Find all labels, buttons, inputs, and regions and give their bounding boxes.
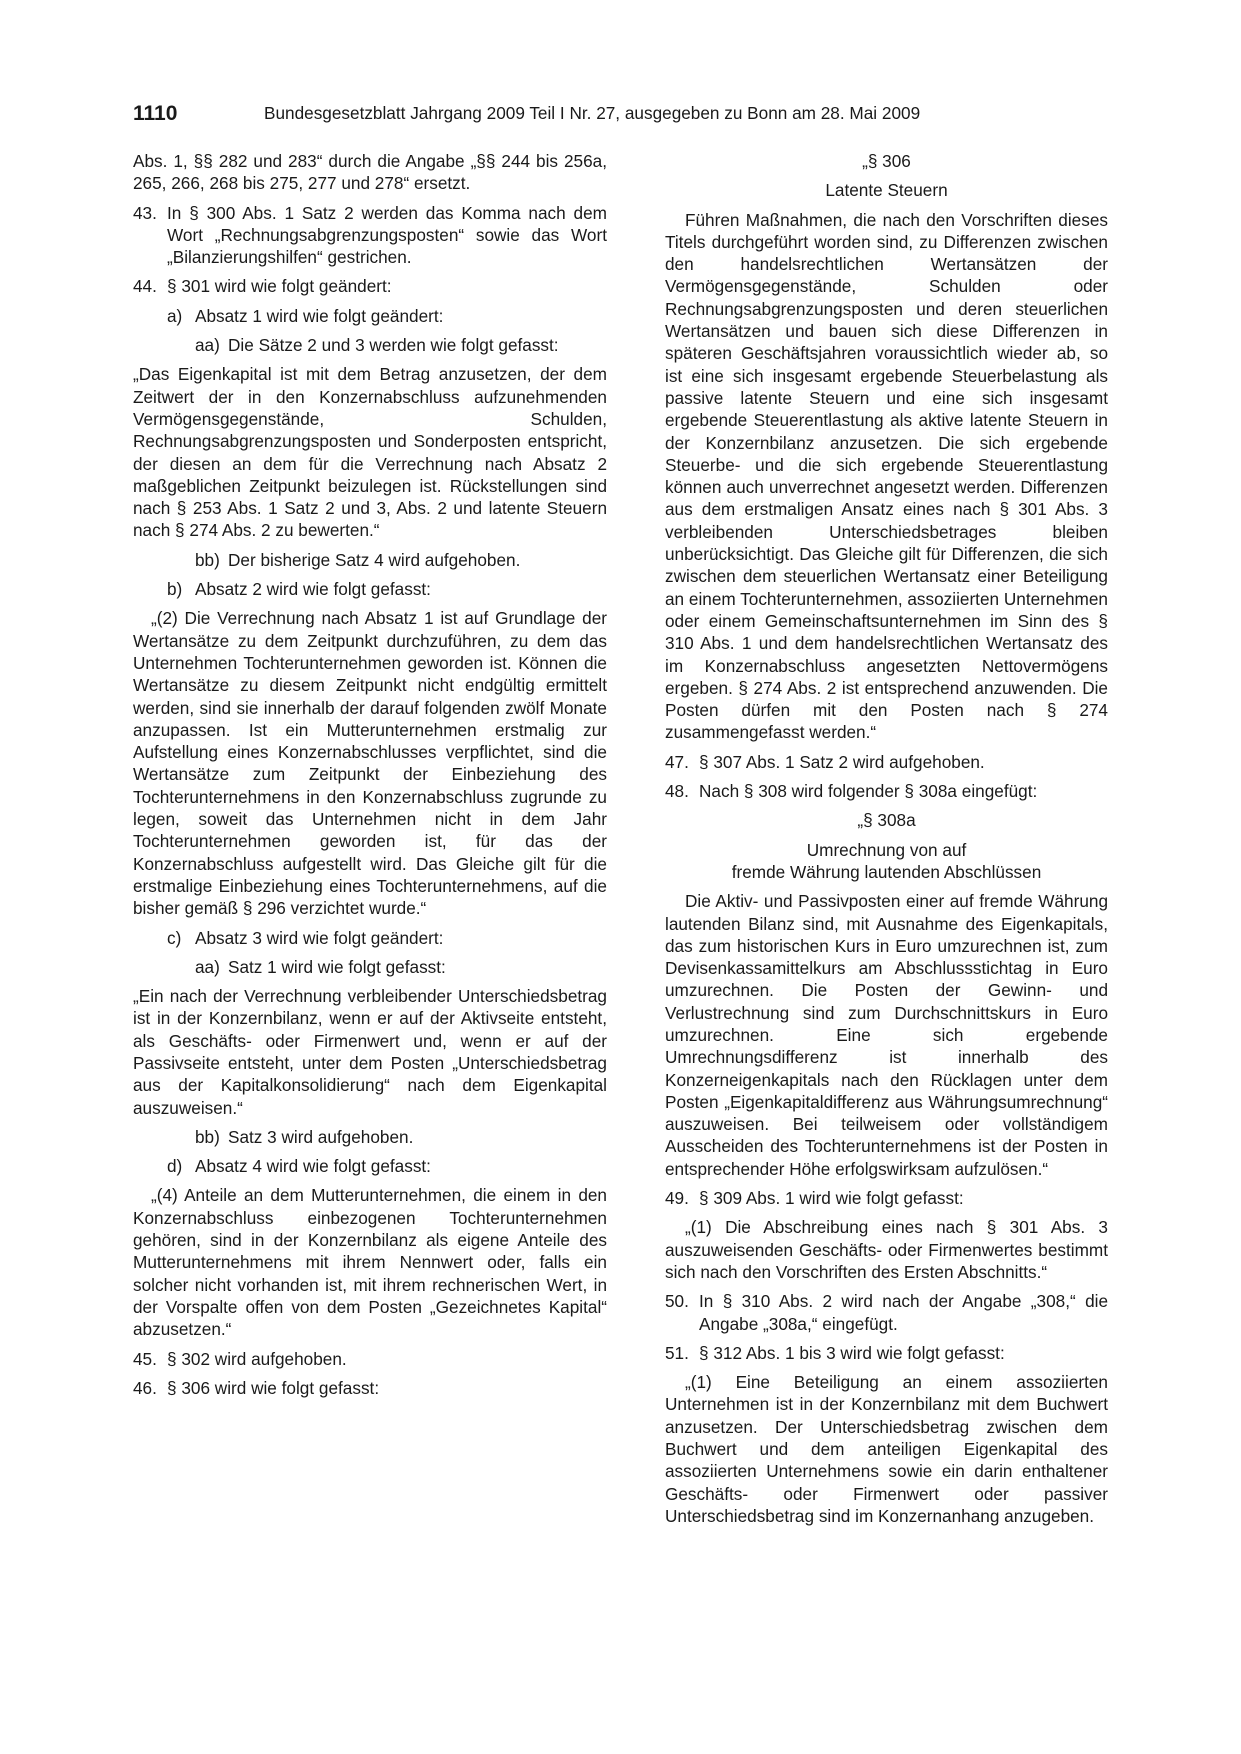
item-48 [665,780,1108,802]
subitem-a [167,305,607,327]
subitem-letter: bb) [195,1126,220,1147]
item-46 [133,1377,607,1399]
item-44 [133,275,607,297]
item-number: 51. [665,1342,689,1363]
item-number: 46. [133,1377,157,1398]
item-text: In § 310 Abs. 2 wird nach der Angabe „308,“ die Angabe „308a,“ eingefügt. [699,1291,1108,1334]
item-number: 47. [665,751,689,772]
subitem-text: Absatz 4 wird wie folgt gefasst: [195,1156,431,1177]
item-43 [133,202,607,269]
subitem-text: Die Sätze 2 und 3 werden wie folgt gefasst: [228,335,559,356]
item-number: 45. [133,1348,157,1369]
subitem-text: Der bisherige Satz 4 wird aufgehoben. [228,549,521,570]
item-text: § 307 Abs. 1 Satz 2 wird aufgehoben. [699,751,985,772]
quoted-amendment: „(2) Die Verrechnung nach Absatz 1 ist auf Grundlage der Wertansätze zu dem Zeitpunkt durchzuführen, zu dem das Unternehmen Tochterunternehmen geworden ist. Können die Wertansätze zu diesem Zeitpunkt nicht endgültig ermittelt werden, sind sie innerhalb der darauf folgenden zwölf Monate anzupassen. Ist ein Mutterunternehmen erstmalig zur Aufstellung eines Konzernabschlusses verpflichtet, sind die Wertansätze zum Zeitpunkt der Einbeziehung des Tochterunternehmens in den Konzernabschluss zugrunde zu legen, soweit das Unternehmen nicht in dem Jahr Tochterunternehmen geworden ist, für das der Konzernabschluss aufgestellt wird. Das Gleiche gilt für die erstmalige Einbeziehung eines Tochterunternehmens, auf die bisher gemäß § 296 verzichtet wurde.“ [133,608,607,919]
subitem-text: Absatz 3 wird wie folgt geändert: [195,927,444,948]
quoted-amendment: „(4) Anteile an dem Mutterunternehmen, die einem in den Konzernabschluss einbezogenen Tochterunternehmen gehören, sind in der Konzernbilanz als eigene Anteile des Mutterunternehmens mit ihrem Nennwert oder, falls ein solcher nicht vorhanden ist, mit ihrem rechnerischen Wert, in der Vorspalte offen von dem Posten „Gezeichnetes Kapital“ abzusetzen.“ [133,1185,607,1340]
quoted-amendment: „Das Eigenkapital ist mit dem Betrag anzusetzen, der dem Zeitwert der in den Konzernabschluss aufzunehmenden Vermögensgegenstände, Schulden, Rechnungsabgrenzungsposten und Sonderposten entspricht, der diesen an dem für die Verrechnung nach Absatz 2 maßgeblichen Zeitpunkt beizulegen ist. Rückstellungen sind nach § 253 Abs. 1 Satz 2 und 3, Abs. 2 und latente Steuern nach § 274 Abs. 2 zu bewerten.“ [133,364,607,541]
quoted-amendment: „Ein nach der Verrechnung verbleibender Unterschiedsbetrag ist in der Konzernbilanz, wenn er auf der Aktivseite entsteht, als Geschäfts- oder Firmenwert und, wenn er auf der Passivseite entsteht, unter dem Posten „Unterschiedsbetrag aus der Kapitalkonsolidierung“ nach dem Eigenkapital auszuweisen.“ [133,986,607,1118]
subitem-letter: d) [167,1156,183,1177]
section-number: „§ 306 [862,151,911,171]
item-number: 49. [665,1188,689,1209]
right-column [665,150,1108,1534]
subitem-letter: aa) [195,956,220,977]
item-51 [665,1342,1108,1364]
item-number: 48. [665,781,689,802]
item-text: § 306 wird wie folgt gefasst: [167,1377,380,1398]
item-text: § 309 Abs. 1 wird wie folgt gefasst: [699,1188,964,1209]
item-text: § 302 wird aufgehoben. [167,1348,347,1369]
item-47 [665,751,1108,773]
continuation-text: Abs. 1, §§ 282 und 283“ durch die Angabe „§§ 244 bis 256a, 265, 266, 268 bis 275, 277 und 278“ ersetzt. [133,151,607,194]
item-text: Nach § 308 wird folgender § 308a eingefügt: [699,781,1038,802]
page-header [133,102,993,126]
subitem-letter: bb) [195,549,220,570]
subitem-letter: b) [167,579,183,600]
subitem-text: Absatz 2 wird wie folgt gefasst: [195,579,431,600]
subitem-c [167,927,607,949]
section-number: „§ 308a [857,810,916,831]
subitem-bb-1 [195,549,607,571]
section-title-line-2: fremde Währung lautenden Abschlüssen [731,861,1042,882]
item-number: 43. [133,202,157,223]
subitem-letter: a) [167,305,183,326]
section-title-line-1: Umrechnung von auf [806,839,967,860]
subitem-bb-2 [195,1126,607,1148]
section-title: Latente Steuern [825,180,948,201]
page-number: 1110 [133,102,178,125]
quoted-amendment: „(1) Die Abschreibung eines nach § 301 Abs. 3 auszuweisenden Geschäfts- oder Firmenwertes bestimmt sich nach den Vorschriften des Ersten Abschnitts.“ [665,1217,1108,1282]
item-number: 44. [133,276,157,297]
item-text: § 301 wird wie folgt geändert: [167,276,392,297]
subitem-letter: aa) [195,335,220,356]
item-45 [133,1348,607,1370]
left-column [133,150,607,1406]
section-body: Führen Maßnahmen, die nach den Vorschriften dieses Titels durchgeführt worden sind, zu Differenzen zwischen den handelsrechtlichen Wertansätzen der Vermögensgegenstände, Schulden oder Rechnungsabgrenzungsposten und deren steuerlichen Wertansätzen und bauen sich diese Differenzen in späteren Geschäftsjahren voraussichtlich wieder ab, so ist eine sich insgesamt ergebende Steuerbelastung als passive latente Steuern und eine sich insgesamt ergebende Steuerentlastung als aktive latente Steuern in der Konzernbilanz anzusetzen. Die sich ergebende Steuerbe- und die sich ergebende Steuerentlastung können auch unverrechnet angesetzt werden. Differenzen aus dem erstmaligen Ansatz eines nach § 301 Abs. 3 verbleibenden Unterschiedsbetrages bleiben unberücksichtigt. Das Gleiche gilt für Differenzen, die sich zwischen dem steuerlichen Wertansatz einer Beteiligung an einem Tochterunternehmen, assoziierten Unternehmen oder einem Gemeinschaftsunternehmen im Sinn des § 310 Abs. 1 und dem handelsrechtlichen Wertansatz des im Konzernabschluss angesetzten Nettovermögens ergeben. § 274 Abs. 2 ist entsprechend anzuwenden. Die Posten dürfen mit den Posten nach § 274 zusammengefasst werden.“ [665,209,1108,743]
section-body: Die Aktiv- und Passivposten einer auf fremde Währung lautenden Bilanz sind, mit Ausnahme des Eigenkapitals, das zum historischen Kurs in Euro umzurechnen ist, zum Devisenkassamittelkurs am Abschlussstichtag in Euro umzurechnen. Die Posten der Gewinn- und Verlustrechnung sind zum Durchschnittskurs in Euro umzurechnen. Eine sich ergebende Umrechnungsdifferenz ist innerhalb des Konzerneigenkapitals nach den Rücklagen unter dem Posten „Eigenkapitaldifferenz aus Währungsumrechnung“ auszuweisen. Bei teilweisem oder vollständigem Ausscheiden des Tochterunternehmens ist der Posten in entsprechender Höhe erfolgswirksam aufzulösen.“ [665,891,1108,1179]
item-text: § 312 Abs. 1 bis 3 wird wie folgt gefasst: [699,1342,1005,1363]
running-head: Bundesgesetzblatt Jahrgang 2009 Teil I Nr. 27, ausgegeben zu Bonn am 28. Mai 2009 [264,103,921,123]
item-text: In § 300 Abs. 1 Satz 2 werden das Komma nach dem Wort „Rechnungsabgrenzungsposten“ sowie das Wort „Bilanzierungshilfen“ gestrichen. [167,202,607,268]
subitem-text: Absatz 1 wird wie folgt geändert: [195,305,444,326]
item-number: 50. [665,1291,689,1312]
subitem-b [167,578,607,600]
item-49 [665,1187,1108,1209]
subitem-aa-1 [195,334,607,356]
subitem-text: Satz 3 wird aufgehoben. [228,1126,414,1147]
subitem-text: Satz 1 wird wie folgt gefasst: [228,956,446,977]
subitem-d [167,1155,607,1177]
subitem-aa-2 [195,956,607,978]
subitem-letter: c) [167,927,182,948]
item-50 [665,1290,1108,1335]
quoted-amendment: „(1) Eine Beteiligung an einem assoziierten Unternehmen ist in der Konzernbilanz mit dem Buchwert anzusetzen. Der Unterschiedsbetrag zwischen dem Buchwert und dem anteiligen Eigenkapital des assoziierten Unternehmens sowie ein darin enthaltener Geschäfts- oder Firmenwert oder passiver Unterschiedsbetrag sind im Konzernanhang anzugeben. [665,1372,1108,1526]
